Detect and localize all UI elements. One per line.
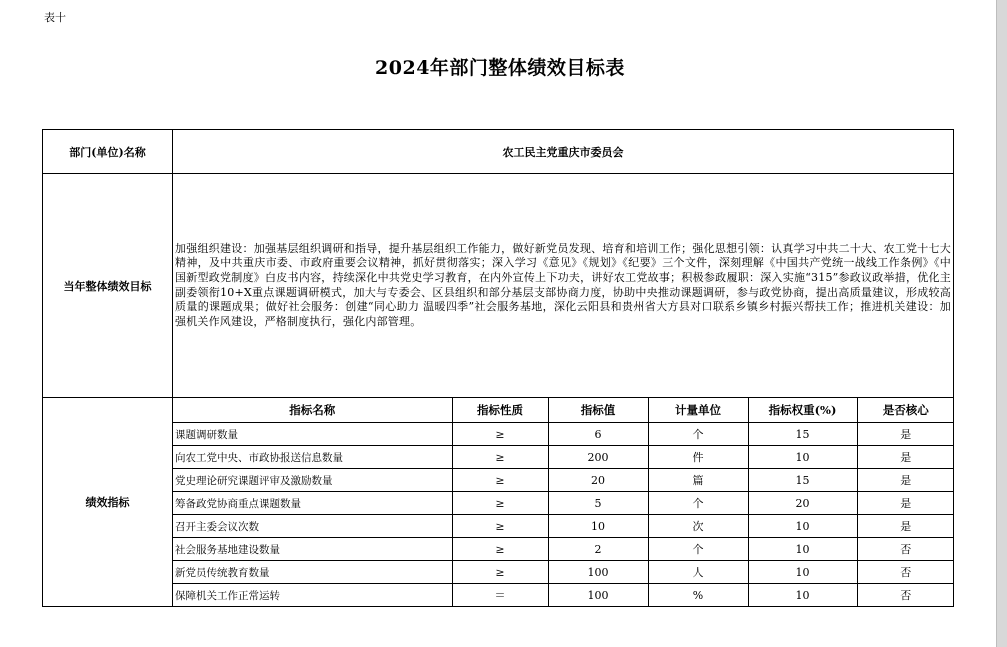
goal-text: 加强组织建设：加强基层组织调研和指导，提升基层组织工作能力，做好新党员发现、培育和培训工作；强化思想引领：认真学习中共二十大、农工党十七大精神，及中共重庆市委、市政府重要会议精神，抓好贯彻落实；深入学习《意见》《规划》《纪要》三个文件，深刻理解《中国共产党统一战线工作条例》《中国新型政党制度》白皮书内容，持续深化中共党史学习教育，在内外宣传上下功夫，讲好农工党故事；积极参政履职：深入实施“315”参政议政举措，优化主副委领衔10+X重点课题调研模式，加大与专委会、区县组织和部分基层支部协商力度，协助中央推动课题调研，参与政党协商，提出高质量建议，形成较高质量的课题成果；做好社会服务：创建“同心助力 温暖四季”社会服务基地，深化云阳县和贵州省大方县对口联系乡镇乡村振兴帮扶工作；推进机关建设：加强机关作风建设，严格制度执行，强化内部管理。: [173, 174, 954, 398]
dept-label: 部门(单位)名称: [43, 130, 173, 174]
goal-row: [43, 174, 954, 398]
indicator-name: 向农工党中央、市政协报送信息数量: [173, 446, 452, 469]
indicator-value: 20: [548, 469, 648, 492]
indicator-value: 100: [548, 584, 648, 607]
indicator-core: 否: [857, 584, 954, 607]
dept-row: [43, 130, 954, 174]
indicator-core: 是: [857, 446, 954, 469]
indicator-value: 5: [548, 492, 648, 515]
indicator-nature: ≥: [452, 538, 548, 561]
table-row: [173, 515, 954, 538]
indicator-core: 是: [857, 469, 954, 492]
indicator-value: 2: [548, 538, 648, 561]
indicator-unit: 人: [648, 561, 748, 584]
indicator-unit: %: [648, 584, 748, 607]
indicator-weight: 10: [748, 561, 857, 584]
table-row: [173, 446, 954, 469]
indicator-core: 否: [857, 538, 954, 561]
indicators-table: [173, 398, 954, 606]
indicator-weight: 10: [748, 538, 857, 561]
indicator-unit: 个: [648, 492, 748, 515]
indicator-core: 是: [857, 515, 954, 538]
indicator-name: 保障机关工作正常运转: [173, 584, 452, 607]
perf-indicators-cell: [173, 398, 954, 607]
indicator-value: 10: [548, 515, 648, 538]
indicators-header-row: [173, 398, 954, 423]
indicator-core: 否: [857, 561, 954, 584]
col-header-weight: 指标权重(%): [748, 398, 857, 423]
indicator-nature: ＝: [452, 584, 548, 607]
col-header-value: 指标值: [548, 398, 648, 423]
dept-value: 农工民主党重庆市委员会: [173, 130, 954, 174]
indicator-name: 课题调研数量: [173, 423, 452, 446]
table-number-label: 表十: [44, 11, 66, 24]
indicator-weight: 15: [748, 469, 857, 492]
indicator-core: 是: [857, 492, 954, 515]
indicator-name: 社会服务基地建设数量: [173, 538, 452, 561]
indicator-value: 100: [548, 561, 648, 584]
indicator-name: 党史理论研究课题评审及激励数量: [173, 469, 452, 492]
indicator-weight: 20: [748, 492, 857, 515]
indicator-weight: 10: [748, 515, 857, 538]
table-row: [173, 492, 954, 515]
indicator-unit: 次: [648, 515, 748, 538]
indicator-weight: 10: [748, 446, 857, 469]
window-edge: [996, 0, 1007, 647]
indicator-name: 新党员传统教育数量: [173, 561, 452, 584]
table-row: [173, 423, 954, 446]
col-header-unit: 计量单位: [648, 398, 748, 423]
indicator-nature: ≥: [452, 423, 548, 446]
perf-row: [43, 398, 954, 607]
indicators-body: [173, 423, 954, 607]
indicator-unit: 个: [648, 538, 748, 561]
indicator-nature: ≥: [452, 469, 548, 492]
indicator-unit: 篇: [648, 469, 748, 492]
indicator-name: 召开主委会议次数: [173, 515, 452, 538]
indicator-nature: ≥: [452, 515, 548, 538]
performance-goal-table: [42, 129, 954, 607]
page-title: 2024年部门整体绩效目标表: [375, 57, 625, 79]
indicator-nature: ≥: [452, 492, 548, 515]
table-row: [173, 538, 954, 561]
col-header-nature: 指标性质: [452, 398, 548, 423]
perf-label: 绩效指标: [43, 398, 173, 607]
indicator-weight: 15: [748, 423, 857, 446]
indicator-value: 6: [548, 423, 648, 446]
indicator-unit: 件: [648, 446, 748, 469]
table-row: [173, 584, 954, 607]
table-row: [173, 561, 954, 584]
indicator-core: 是: [857, 423, 954, 446]
indicator-unit: 个: [648, 423, 748, 446]
indicator-name: 筹备政党协商重点课题数量: [173, 492, 452, 515]
indicator-nature: ≥: [452, 561, 548, 584]
indicator-value: 200: [548, 446, 648, 469]
col-header-core: 是否核心: [857, 398, 954, 423]
col-header-name: 指标名称: [173, 398, 452, 423]
table-row: [173, 469, 954, 492]
indicator-nature: ≥: [452, 446, 548, 469]
goal-label: 当年整体绩效目标: [43, 174, 173, 398]
indicator-weight: 10: [748, 584, 857, 607]
